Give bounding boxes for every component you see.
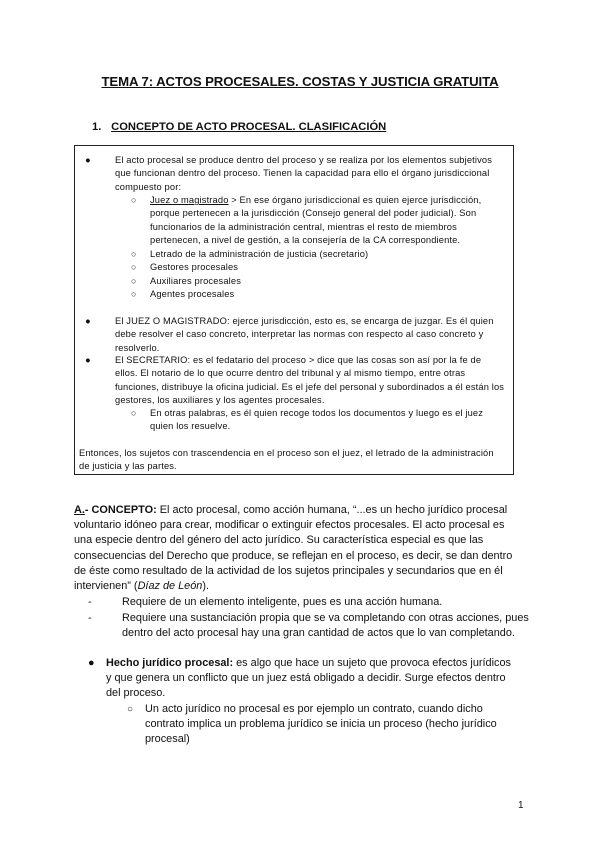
bullet-icon: ● — [88, 657, 95, 669]
subitem-gestores: ○ Gestores procesales — [150, 261, 505, 274]
circle-bullet-icon: ○ — [131, 249, 137, 259]
box-bullet-juez: ● El JUEZ O MAGISTRADO: ejerce jurisdicción, esto es, se encarga de juzgar. Es él quien debe resolver el caso concreto, interpretar las normas con respecto al caso concreto y resolverlo. — [85, 316, 494, 353]
concept-label-letter: A. — [74, 504, 85, 516]
concept-label: - CONCEPTO: — [84, 504, 157, 516]
circle-bullet-icon: ○ — [131, 408, 137, 418]
summary-box — [74, 145, 514, 475]
subitem-agentes: ○ Agentes procesales — [150, 288, 505, 301]
circle-bullet-icon: ○ — [131, 262, 137, 272]
section-title: CONCEPTO DE ACTO PROCESAL. CLASIFICACIÓN — [111, 121, 387, 133]
concept-paragraph: A.- CONCEPTO: El acto procesal, como acción humana, “...es un hecho jurídico procesal voluntario idóneo para crear, modificar o extinguir efectos procesales. El acto procesal es una especie dentro del género del acto jurídico. Su característica especial es que las consecuencias del Derecho que produce, se reflejan en el proceso, es decir, se dan dentro de éste como resultado de la actividad de los sujetos principales y secundarios que en él intervienen” (Díaz de León). — [74, 504, 513, 593]
subitem-juez: ○ Juez o magistrado > En ese órgano jurisdiccional es quien ejerce jurisdicción, porque pertenecen a la jurisdicción (Consejo general del poder judicial). Son funcionarios de la administración central, mientras el resto de miembros pertenecen, a nivel de gestión, a la consejería de la CA correspondiente. — [131, 195, 482, 245]
subitem-otras-palabras: ○ En otras palabras, es él quien recoge todos los documentos y luego es el juez quien los resuelve. — [131, 408, 484, 432]
page-number: 1 — [518, 800, 524, 811]
bullet-icon: ● — [85, 355, 91, 365]
box-bullet-acto: ● El acto procesal se produce dentro del proceso y se realiza por los elementos subjetivos que funcionan dentro del proceso. Tienen la capacidad para ello el órgano jurisdiccional compuesto por: — [85, 155, 493, 192]
circle-bullet-icon: ○ — [131, 276, 137, 286]
subitem-letrado: ○ Letrado de la administración de justicia (secretario) — [150, 248, 505, 261]
juez-label: Juez o magistrado — [150, 195, 229, 205]
circle-bullet-icon: ○ — [127, 704, 134, 715]
dash-marker: - — [88, 612, 92, 624]
hecho-label: Hecho jurídico procesal: — [106, 657, 234, 669]
subitem-acto-no-procesal: ○ Un acto jurídico no procesal es por ejemplo un contrato, cuando dicho contrato implica un problema jurídico se inicia un proceso (hecho jurídico procesal) — [127, 703, 497, 746]
citation: Díaz de León — [137, 580, 203, 593]
bullet-icon: ● — [85, 316, 91, 326]
circle-bullet-icon: ○ — [131, 195, 137, 205]
section-heading — [92, 121, 386, 133]
subitem-auxiliares: ○ Auxiliares procesales — [150, 275, 505, 288]
bullet-hecho-juridico: ● Hecho jurídico procesal: es algo que hace un sujeto que provoca efectos jurídicos y que genera un conflicto que un juez está obligado a decidir. Surge efectos dentro del proceso. — [88, 657, 511, 700]
box-closing-text: Entonces, los sujetos con trascendencia en el proceso son el juez, el letrado de la administración de justicia y las partes. — [79, 448, 494, 472]
document-title: TEMA 7: ACTOS PROCESALES. COSTAS Y JUSTICIA GRATUITA — [101, 74, 499, 89]
dash-marker: - — [88, 596, 92, 608]
document-page: TEMA 7: ACTOS PROCESALES. COSTAS Y JUSTICIA GRATUITA 1. CONCEPTO DE ACTO PROCESAL. CLASIFICACIÓN ● El acto procesal se produce dentro del proceso y se realiza por los elementos subjetivos que funcionan dentro del proceso. Tienen la capacidad para ello el órgano jurisdiccional compuesto por: ○ Juez o magistrado > En ese órgano jurisdiccional es quien ejerce jurisdicción, porque pertenecen a la jurisdicción (Consejo general del poder judicial). Son funcionarios de la administración central, mientras el resto de miembros pertenecen, a nivel de gestión, a la consejería de la CA correspondiente. ○ Letrado de la administración de justicia (secretario) ○ Gestores procesales ○ Auxiliares procesales ○ Agentes procesales ● El JUEZ O MAGISTRADO: ejerce jurisdicción, esto es, se encarga de juzgar. Es él quien debe resolver el caso concreto, interpretar las normas con respecto al caso concreto y resolverlo. ● El SECRETARIO: es el fedatario del proceso > dice que las cosas son así por la fe de ellos. El notario de lo que ocurre dentro del tribunal y al mismo tiempo, entre otras funciones, distribuye la oficina judicial. Es el jefe del personal y subordinados a él están los gestores, los auxiliares y los agentes procesales. ○ En otras palabras, es él quien recoge todos los documentos y luego es el juez quien los resuelve. Entonces, los sujetos con trascendencia en el proceso son el juez, el letrado de la administración de justicia y las partes. A.- CONCEPTO: El acto procesal, como acción humana, “...es un hecho jurídico procesal voluntario idóneo para crear, modificar o extinguir efectos procesales. El acto procesal es una especie dentro del género del acto jurídico. Su característica especial es que las consecuencias del Derecho que produce, se reflejan en el proceso, es decir, se dan dentro de éste como resultado de la actividad de los sujetos principales y secundarios que en él intervienen” (Díaz de León). - Requiere de un elemento inteligente, pues es una acción humana. - Requiere una sustanciación propia que se va completando con otras acciones, pues dentro del acto procesal hay una gran cantidad de actos que lo van completando. ● Hecho jurídico procesal: es algo que hace un sujeto que provoca efectos jurídicos y que genera un conflicto que un juez está obligado a decidir. Surge efectos dentro del proceso. ○ Un acto jurídico no procesal es por ejemplo un contrato, cuando dicho contrato implica un problema jurídico se inicia un proceso (hecho jurídico procesal) 1 — [0, 0, 600, 848]
bullet-icon: ● — [85, 155, 91, 165]
section-number: 1. — [92, 121, 102, 133]
circle-bullet-icon: ○ — [131, 289, 137, 299]
box-bullet-secretario: ● El SECRETARIO: es el fedatario del proceso > dice que las cosas son así por la fe de ellos. El notario de lo que ocurre dentro del tribunal y al mismo tiempo, entre otras funciones, distribuye la oficina judicial. Es el jefe del personal y subordinados a él están los gestores, los auxiliares y los agentes procesales. — [85, 355, 505, 405]
